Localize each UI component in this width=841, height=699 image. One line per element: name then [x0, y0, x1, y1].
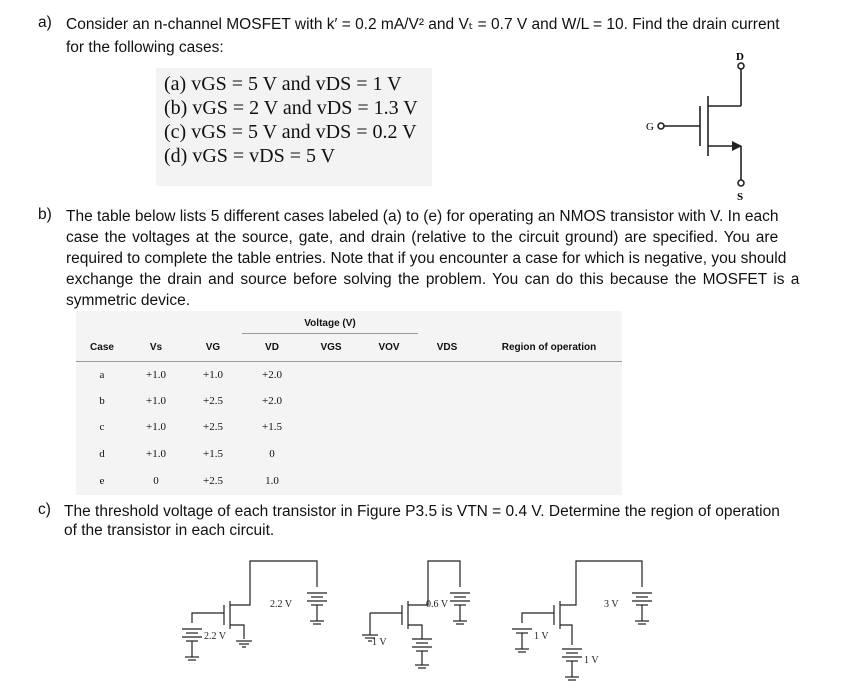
- part-a-line2: for the following cases:: [66, 39, 224, 56]
- cell: +1.0: [203, 368, 223, 381]
- circuit-1: [182, 561, 327, 660]
- table-row: [76, 467, 622, 495]
- drain-label: D: [736, 51, 744, 63]
- voltage-group-header: Voltage (V): [242, 311, 418, 333]
- cell: +1.5: [262, 421, 282, 434]
- col-vds: VDS: [436, 341, 458, 353]
- cell: 0: [269, 447, 275, 460]
- part-b-letter: b): [38, 206, 52, 223]
- col-case: Case: [90, 341, 114, 353]
- cell: +2.5: [203, 421, 223, 434]
- circuit-3-source-voltage: 1 V: [584, 655, 599, 666]
- case-b: (b) vGS = 2 V and vDS = 1.3 V: [164, 97, 418, 119]
- cell: +1.0: [146, 394, 166, 407]
- col-vov: VOV: [378, 341, 400, 353]
- cell: +2.5: [203, 394, 223, 407]
- circuit-1-drain-voltage: 2.2 V: [270, 599, 293, 610]
- table-row: [76, 440, 622, 466]
- cell: +1.5: [203, 447, 223, 460]
- col-region: Region of operation: [501, 341, 597, 353]
- cell: c: [99, 421, 105, 434]
- cell: +2.0: [262, 368, 282, 381]
- part-b-paragraph: [66, 206, 800, 311]
- circuit-1-gate-voltage: 2.2 V: [204, 631, 227, 642]
- col-vg: VG: [205, 341, 221, 353]
- part-c-line1: The threshold voltage of each transistor in Figure P3.5 is VTN = 0.4 V. Determine the region of operation: [64, 503, 780, 520]
- case-a: (a) vGS = 5 V and vDS = 1 V: [164, 73, 402, 95]
- cell: e: [99, 474, 105, 487]
- circuit-3-drain-voltage: 3 V: [604, 599, 619, 610]
- source-label: S: [737, 191, 744, 203]
- cell: 0: [153, 474, 159, 487]
- table-row: [76, 414, 622, 440]
- cell: +1.0: [146, 447, 166, 460]
- gate-label: G: [646, 121, 654, 133]
- part-c-line2: of the transistor in each circuit.: [64, 522, 275, 539]
- circuit-2-drain-voltage: 0.6 V: [426, 599, 449, 610]
- part-b-line2: case the voltages at the source, gate, and drain (relative to the circuit ground) are specified. You are: [66, 229, 779, 246]
- cell: 1.0: [265, 474, 279, 487]
- circuit-3: [512, 561, 652, 680]
- cases-box: [156, 68, 432, 186]
- cell: +1.0: [146, 421, 166, 434]
- case-c: (c) vGS = 5 V and vDS = 0.2 V: [164, 121, 417, 143]
- part-a-letter: a): [38, 14, 52, 31]
- part-b-line5: symmetric device.: [66, 292, 191, 309]
- cell: +1.0: [146, 368, 166, 381]
- cell: +2.5: [203, 474, 223, 487]
- col-vgs: VGS: [320, 341, 342, 353]
- nmos-symbol: [640, 48, 770, 203]
- part-a-line1: Consider an n-channel MOSFET with k′ = 0.2 mA/V² and Vₜ = 0.7 V and W/L = 10. Find the drain current: [66, 16, 780, 33]
- circuit-3-gate-voltage: 1 V: [534, 631, 549, 642]
- cell: b: [99, 394, 105, 407]
- table-row: [76, 388, 622, 414]
- part-b-line4: exchange the drain and source before solving the problem. You can do this because the MOSFET is a: [66, 271, 800, 288]
- cell: d: [99, 447, 105, 460]
- part-b-line3: required to complete the table entries. Note that if you encounter a case for which is negative, you should: [66, 250, 787, 267]
- part-c-letter: c): [38, 501, 51, 518]
- col-vd: VD: [265, 341, 279, 353]
- circuit-2: [362, 561, 470, 668]
- col-vs: Vs: [149, 341, 163, 353]
- table-row: [76, 362, 622, 388]
- figure-p3-5: [172, 553, 672, 693]
- circuit-2-gate-voltage: 1 V: [372, 637, 387, 648]
- voltage-table: [76, 311, 622, 495]
- cell: +2.0: [262, 394, 282, 407]
- cell: a: [99, 368, 105, 381]
- part-b-line1: The table below lists 5 different cases labeled (a) to (e) for operating an NMOS transistor with V. In each: [66, 208, 779, 225]
- case-d: (d) vGS = vDS = 5 V: [164, 145, 336, 167]
